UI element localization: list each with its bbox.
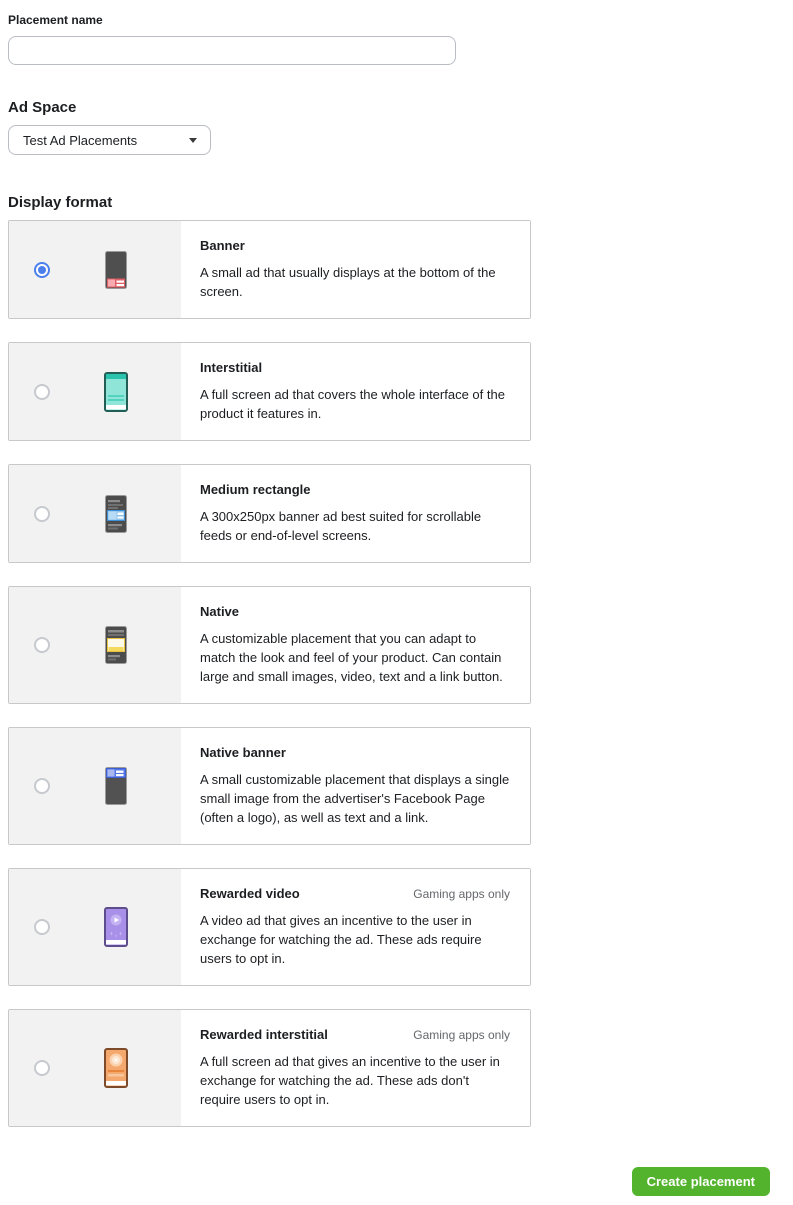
format-option-content <box>181 869 530 985</box>
format-option-left-panel <box>9 221 181 318</box>
format-option-interstitial[interactable] <box>8 342 531 441</box>
native-format-icon <box>50 625 181 665</box>
create-placement-button[interactable]: Create placement <box>632 1167 770 1196</box>
format-description: A customizable placement that you can adapt to match the look and feel of your product. Can contain large and small images, video, text and a link button. <box>200 631 503 684</box>
format-option-left-panel <box>9 869 181 985</box>
gaming-apps-only-badge: Gaming apps only <box>413 887 510 901</box>
format-description: A small customizable placement that displays a single small image from the advertiser's Facebook Page (often a logo), as well as text and a link. <box>200 772 510 825</box>
format-option-left-panel <box>9 343 181 440</box>
placement-name-label: Placement name <box>8 13 103 27</box>
placement-name-input[interactable] <box>8 36 456 65</box>
format-radio-native[interactable] <box>34 637 50 653</box>
chevron-down-icon <box>189 138 197 143</box>
format-description: A full screen ad that gives an incentive to the user in exchange for watching the ad. These ads don't require users to opt in. <box>200 1054 500 1107</box>
format-radio-medium-rectangle[interactable] <box>34 506 50 522</box>
format-option-rewarded-interstitial[interactable] <box>8 1009 531 1127</box>
format-radio-native-banner[interactable] <box>34 778 50 794</box>
format-title: Medium rectangle <box>200 482 311 497</box>
format-option-content <box>181 221 530 318</box>
banner-format-icon <box>50 250 181 290</box>
format-option-content <box>181 343 530 440</box>
format-title: Native <box>200 604 240 619</box>
format-radio-rewarded-interstitial[interactable] <box>34 1060 50 1076</box>
format-title: Banner <box>200 238 245 253</box>
format-option-left-panel <box>9 728 181 844</box>
format-radio-rewarded-video[interactable] <box>34 919 50 935</box>
rewarded-video-format-icon <box>50 907 181 947</box>
ad-space-selected-value: Test Ad Placements <box>23 132 138 148</box>
format-option-left-panel <box>9 1010 181 1126</box>
gaming-apps-only-badge: Gaming apps only <box>413 1028 510 1042</box>
rewarded-interstitial-format-icon <box>50 1048 181 1088</box>
format-option-native[interactable] <box>8 586 531 704</box>
format-option-left-panel <box>9 587 181 703</box>
format-description: A 300x250px banner ad best suited for scrollable feeds or end-of-level screens. <box>200 509 482 543</box>
format-title: Rewarded interstitial <box>200 1027 328 1042</box>
native-banner-format-icon <box>50 766 181 806</box>
display-format-label: Display format <box>8 194 113 211</box>
format-option-content <box>181 728 530 844</box>
format-radio-interstitial[interactable] <box>34 384 50 400</box>
ad-space-dropdown[interactable] <box>8 125 211 155</box>
format-title: Interstitial <box>200 360 263 375</box>
format-radio-banner[interactable] <box>34 262 50 278</box>
ad-space-label: Ad Space <box>8 99 77 116</box>
format-option-content <box>181 465 530 562</box>
interstitial-format-icon <box>50 372 181 412</box>
format-option-banner[interactable] <box>8 220 531 319</box>
format-description: A small ad that usually displays at the bottom of the screen. <box>200 265 496 299</box>
format-option-content <box>181 587 530 703</box>
format-option-rewarded-video[interactable] <box>8 868 531 986</box>
format-option-medium-rectangle[interactable] <box>8 464 531 563</box>
format-description: A full screen ad that covers the whole interface of the product it features in. <box>200 387 505 421</box>
format-title: Native banner <box>200 745 286 760</box>
medium-rectangle-format-icon <box>50 494 181 534</box>
format-option-content <box>181 1010 530 1126</box>
format-option-left-panel <box>9 465 181 562</box>
format-description: A video ad that gives an incentive to the user in exchange for watching the ad. These ads require users to opt in. <box>200 913 482 966</box>
format-title: Rewarded video <box>200 886 300 901</box>
format-option-native-banner[interactable] <box>8 727 531 845</box>
